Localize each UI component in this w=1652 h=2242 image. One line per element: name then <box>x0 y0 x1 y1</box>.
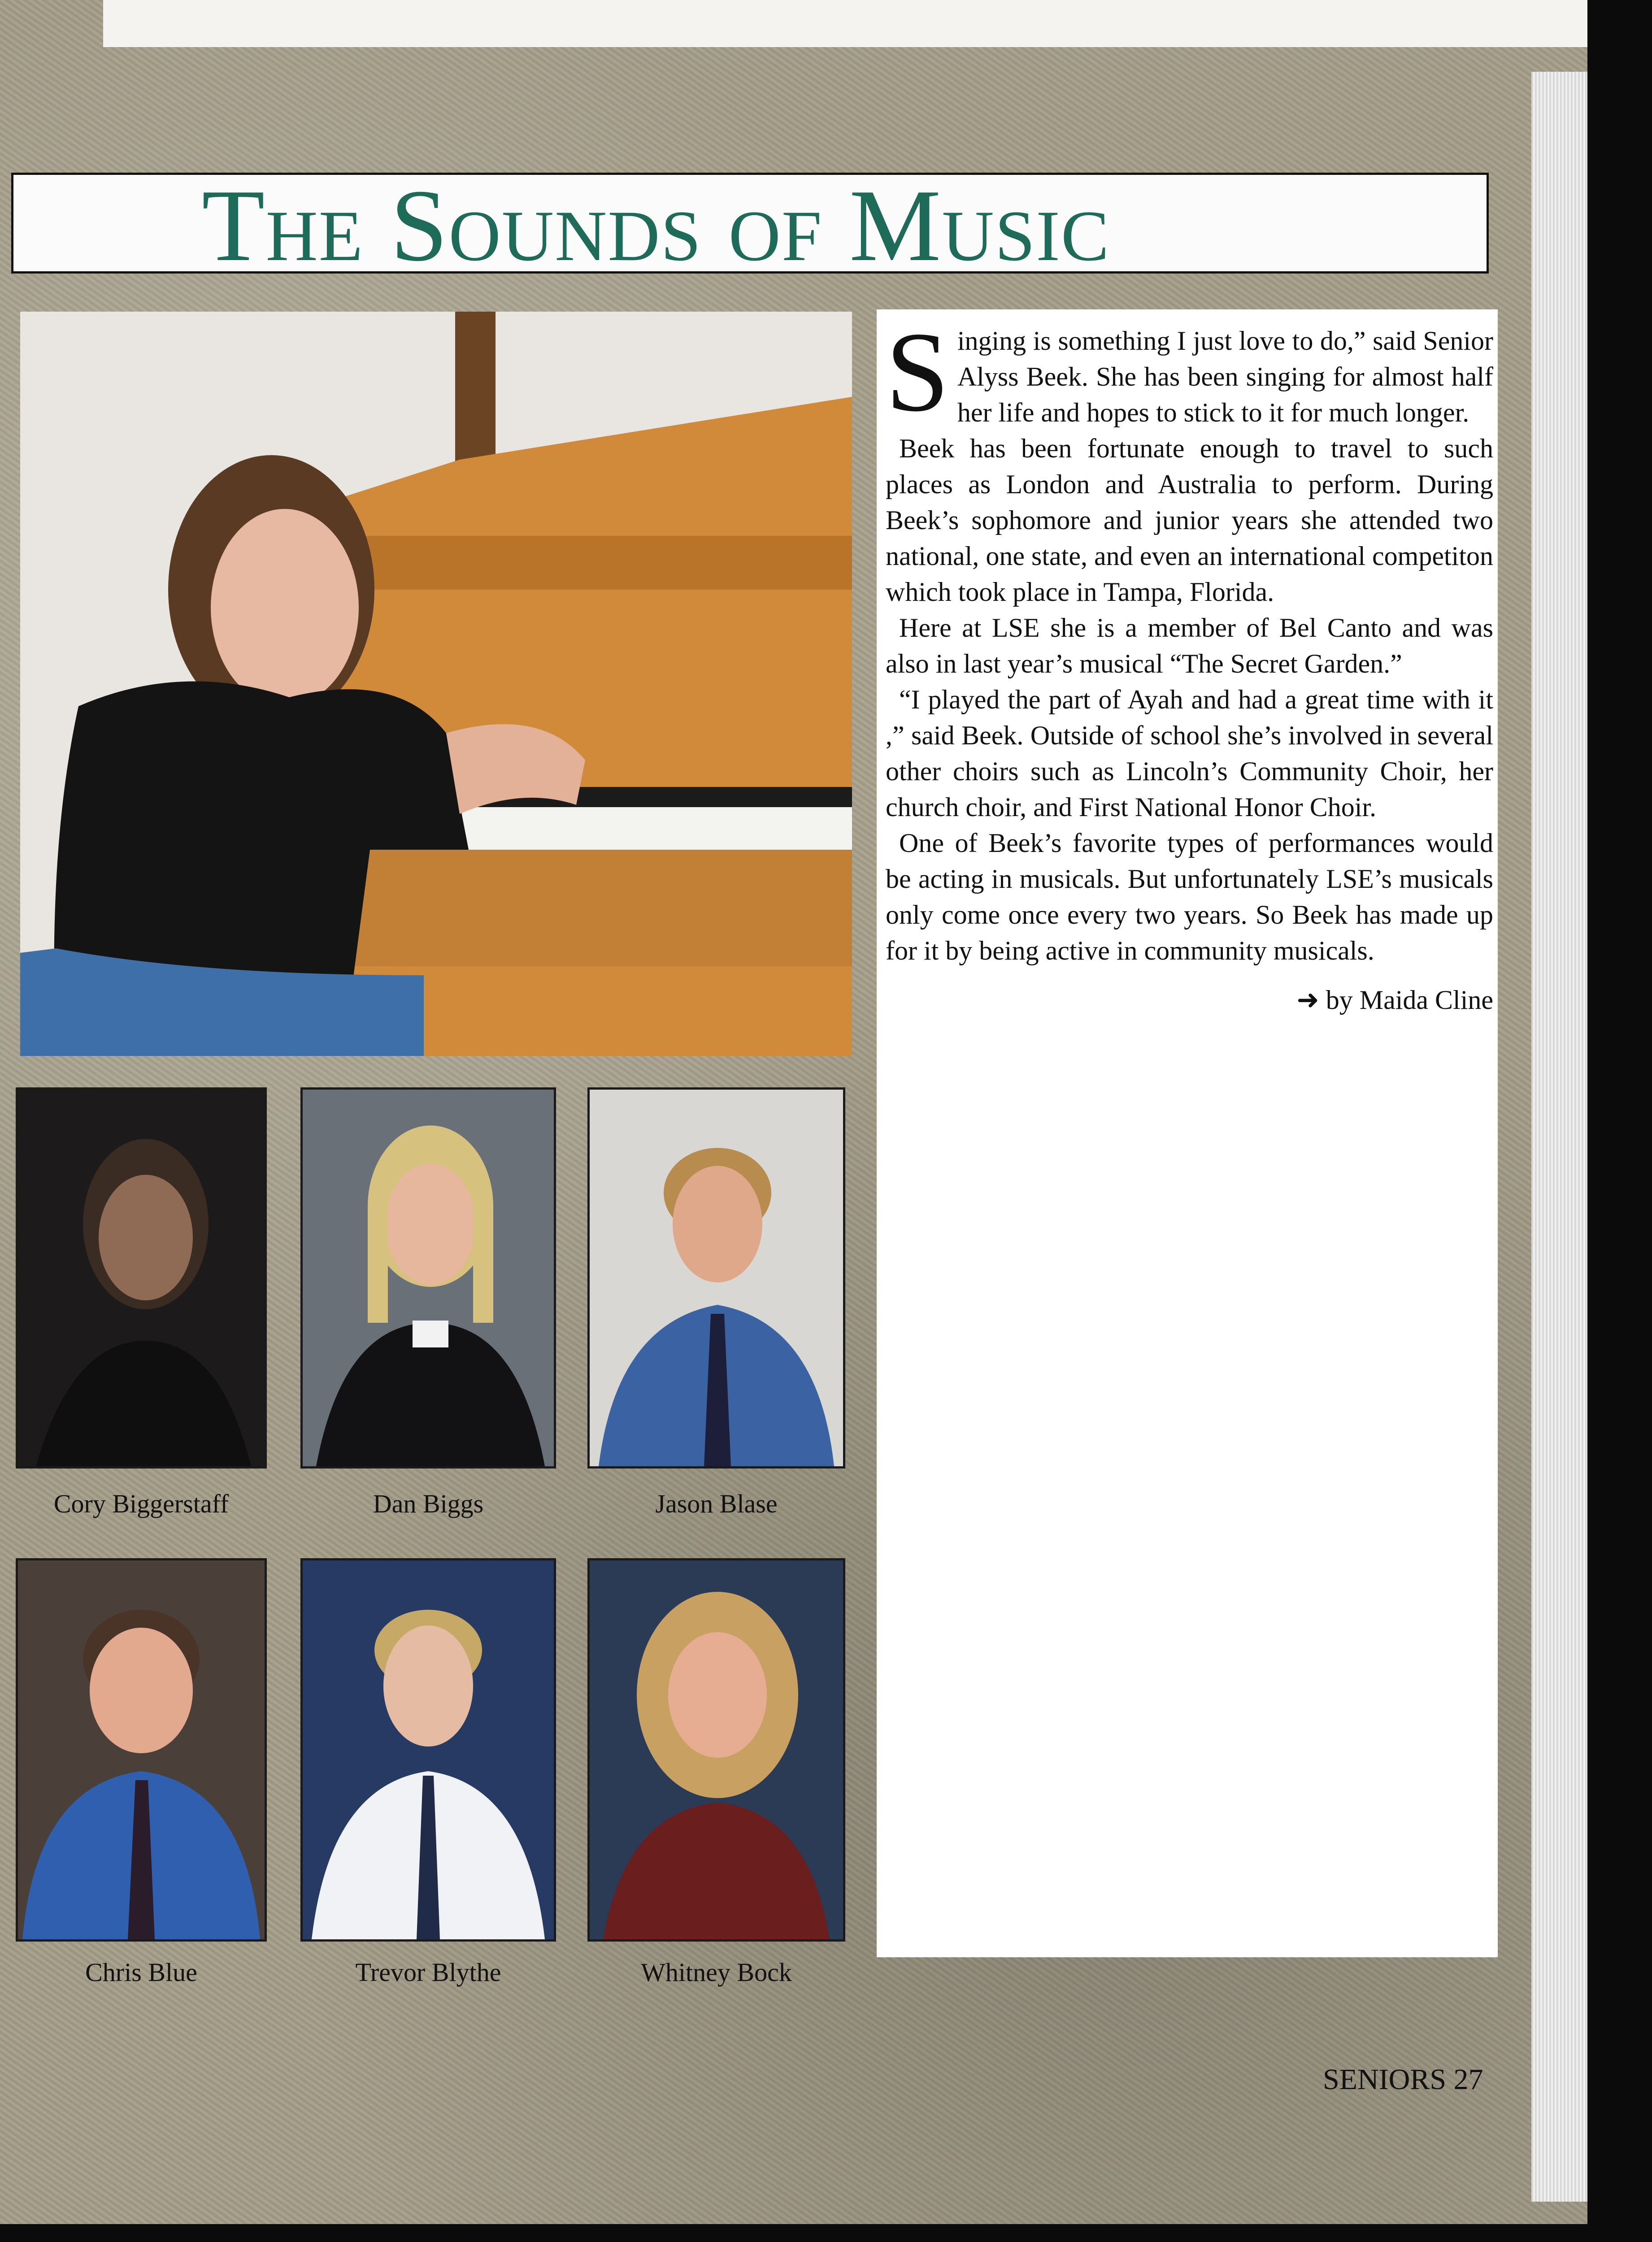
byline <box>886 982 1493 1018</box>
portrait-photo <box>587 1087 845 1469</box>
article <box>877 309 1498 1957</box>
article-paragraph: Here at LSE she is a member of Bel Canto and was also in last year’s musical “The Secret Garden.” <box>886 613 1493 678</box>
portrait-caption: Dan Biggs <box>373 1489 484 1518</box>
title-bar <box>11 168 1489 282</box>
portrait-caption: Cory Biggerstaff <box>53 1489 229 1518</box>
portrait-caption: Chris Blue <box>85 1958 197 1987</box>
portrait-photo <box>587 1558 845 1942</box>
portrait-caption: Jason Blase <box>655 1489 778 1518</box>
top-paper-strip <box>103 0 1587 47</box>
drop-cap: S <box>886 309 949 435</box>
page-title: The Sounds of Music <box>202 168 1110 282</box>
portrait-photo <box>16 1087 267 1469</box>
article-paragraph: Beek has been fortunate enough to travel to such places as London and Australia to perform. During Beek’s sophomore and junior years she attended two national, one state, and even an international competiton which took place in Tampa, Florida. <box>886 434 1493 607</box>
article-paragraph: One of Beek’s favorite types of performances would be acting in musicals. But unfortunately LSE’s musicals only come once every two years. So Beek has made up for it by being active in community musicals. <box>886 828 1493 965</box>
main-photo-student-at-piano <box>20 312 852 1056</box>
portrait-photo <box>300 1087 556 1469</box>
page-folio: SENIORS 27 <box>1323 2063 1483 2096</box>
byline-text: by Maida Cline <box>1326 985 1493 1015</box>
article-paragraph: inging is something I just love to do,” said Senior Alyss Beek. She has been singing for almost half her life and hopes to stick to it for much longer. <box>957 326 1493 427</box>
portrait-photo <box>300 1558 556 1942</box>
page-edge <box>1531 72 1587 2202</box>
arrow-icon: ➜ <box>1296 985 1319 1015</box>
portrait-photo <box>16 1558 267 1942</box>
portrait-caption: Whitney Bock <box>641 1958 792 1987</box>
portrait-caption: Trevor Blythe <box>355 1958 501 1987</box>
article-paragraph: “I played the part of Ayah and had a great time with it ,” said Beek. Outside of school she’s involved in several other choirs such as Lincoln’s Community Choir, her church choir, and First National Honor Choir. <box>886 685 1493 822</box>
